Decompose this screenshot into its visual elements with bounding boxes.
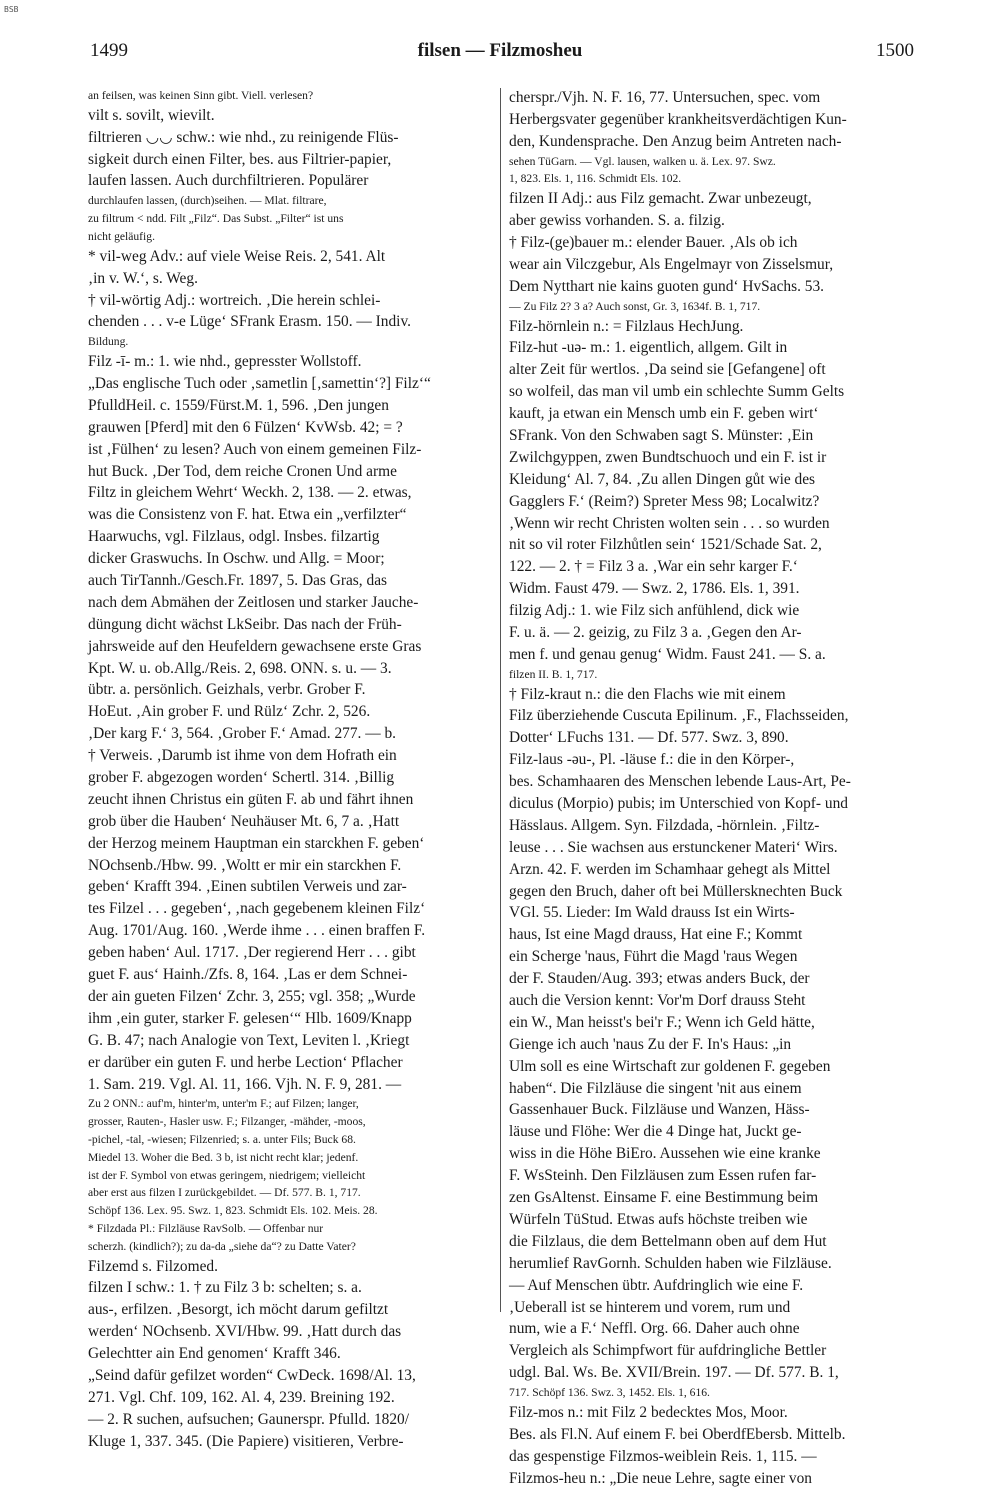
- page-number-left: 1499: [90, 40, 128, 61]
- text-line: nit so vil roter Filzhůtlen sein‘ 1521/Schade Sat. 2,: [509, 536, 822, 554]
- text-line: was die Consistenz von F. hat. Etwa ein „verfilzter“: [88, 506, 407, 524]
- text-line: haben“. Die Filzläuse die singent 'nit aus einem: [509, 1079, 802, 1097]
- text-line: Miedel 13. Woher die Bed. 3 b, ist nicht recht klar; jedenf.: [88, 1150, 359, 1164]
- text-line: Gienge ich auch 'naus Zu der F. In's Haus: „in: [509, 1035, 792, 1053]
- left-column: [88, 87, 498, 1450]
- text-line: PfulldHeil. c. 1559/Fürst.M. 1, 596. ‚Den jungen: [88, 396, 389, 414]
- column-divider: [500, 88, 501, 1312]
- text-line: jahrsweide auf den Heufeldern gewachsene erste Gras: [88, 637, 422, 655]
- text-line: 271. Vgl. Chf. 109, 162. Al. 4, 239. Breining 192.: [88, 1388, 395, 1406]
- text-line: er darüber ein guten F. und herbe Lection‘ Pflacher: [88, 1053, 403, 1071]
- text-line: ist der F. Symbol von etwas geringem, niedrigem; vielleicht: [88, 1168, 366, 1182]
- text-line: grober F. abgezogen worden‘ Schertl. 314. ‚Billig: [88, 769, 395, 787]
- text-line: kauft, ja etwan ein Mensch umb ein F. geben wirt‘: [509, 405, 819, 423]
- running-title: filsen — Filzmosheu: [417, 40, 583, 61]
- text-line: übtr. a. persönlich. Geizhals, verbr. Grober F.: [88, 681, 366, 699]
- text-line: filzig Adj.: 1. wie Filz sich anfühlend, dick wie: [509, 602, 800, 620]
- text-line: Kpt. W. u. ob.Allg./Reis. 2, 698. ONN. s. u. — 3.: [88, 659, 392, 677]
- text-line: aber erst aus filzen I zurückgebildet. — Df. 577. B. 1, 717.: [88, 1186, 361, 1200]
- text-line: Filz-hörnlein n.: = Filzlaus HechJung.: [509, 317, 744, 335]
- text-line: nicht geläufig.: [88, 229, 155, 243]
- text-line: Aug. 1701/Aug. 160. ‚Werde ihme . . . einen braffen F.: [88, 922, 426, 940]
- text-line: VGl. 55. Lieder: Im Wald drauss Ist ein Wirts-: [509, 904, 795, 922]
- text-line: die Filzlaus, die dem Bettelmann oben auf dem Hut: [509, 1232, 827, 1250]
- text-line: Hässlaus. Allgem. Syn. Filzdada, -hörnlein. ‚Filtz-: [509, 816, 820, 834]
- text-line: Filtz in gleichem Wehrt‘ Weckh. 2, 138. — 2. etwas,: [88, 484, 412, 502]
- text-line: F. WsSteinh. Den Filzläusen zum Essen rufen far-: [509, 1167, 817, 1185]
- text-line: Dotter‘ LFuchs 131. — Df. 577. Swz. 3, 890.: [509, 729, 789, 747]
- text-line: chenden . . . v-e Lüge‘ SFrank Erasm. 150. — Indiv.: [88, 313, 411, 331]
- right-column: [509, 87, 917, 1487]
- text-line: Filzmos-heu n.: „Die neue Lehre, sagte einer von: [509, 1469, 813, 1487]
- text-line: Ulm soll es eine Wirtschaft zur goldenen F. gegeben: [509, 1057, 831, 1075]
- text-line: NOchsenb./Hbw. 99. ‚Woltt er mir ein starckhen F.: [88, 856, 402, 874]
- text-line: laufen lassen. Auch durchfiltrieren. Populärer: [88, 172, 369, 190]
- text-line: der F. Stauden/Aug. 393; etwas anders Buck, der: [509, 970, 810, 988]
- text-line: ist ‚Fülhen‘ zu lesen? Auch von einem gemeinen Filz-: [88, 440, 422, 458]
- text-line: geben‘ Krafft 394. ‚Einen subtilen Verweis und zar-: [88, 878, 407, 896]
- text-line: Dem Nytthart nie kains guoten gund‘ HvSachs. 53.: [509, 277, 825, 295]
- text-line: Zwilchgyppen, zwen Bundtschuoch und ein F. ist ir: [509, 448, 827, 466]
- text-line: 1. Sam. 219. Vgl. Al. 11, 166. Vjh. N. F. 9, 281. —: [88, 1075, 402, 1093]
- text-line: † Filz-(ge)bauer m.: elender Bauer. ‚Als ob ich: [509, 234, 798, 252]
- text-line: wiss in die Höhe BiEro. Aussehen wie eine kranke: [509, 1145, 821, 1163]
- text-line: * Filzdada Pl.: Filzläuse RavSolb. — Offenbar nur: [88, 1221, 324, 1235]
- library-stamp: BSB: [4, 5, 19, 14]
- text-line: G. B. 47; nach Analogie von Text, Leviten l. ‚Kriegt: [88, 1031, 410, 1049]
- text-line: zen GsAltenst. Einsame F. eine Bestimmung beim: [509, 1189, 819, 1207]
- text-line: * vil-weg Adv.: auf viele Weise Reis. 2, 541. Alt: [88, 247, 386, 265]
- text-line: Gassenhauer Buck. Filzläuse und Wanzen, Häss-: [509, 1101, 810, 1119]
- text-line: Herbergsvater gegenüber krankheitsverdächtigen Kun-: [509, 110, 847, 128]
- text-line: hut Buck. ‚Der Tod, dem reiche Cronen Und arme: [88, 462, 397, 480]
- text-line: Haarwuchs, vgl. Filzlaus, odgl. Insbes. filzartig: [88, 528, 380, 546]
- text-line: F. u. ä. — 2. geizig, zu Filz 3 a. ‚Gegen den Ar-: [509, 623, 802, 641]
- text-line: zu filtrum < ndd. Filt „Filz“. Das Subst. „Filter“ ist uns: [88, 212, 344, 226]
- text-line: tes Filzel . . . gegeben‘, ‚nach gegebenem kleinen Filz‘: [88, 900, 426, 918]
- text-line: sigkeit durch einen Filter, bes. aus Filtrier-papier,: [88, 150, 392, 168]
- text-line: — 2. R suchen, aufsuchen; Gaunerspr. Pfulld. 1820/: [88, 1410, 410, 1428]
- text-line: so wolfeil, das man vil umb ein schlechte Summ Gelts: [509, 383, 845, 401]
- text-line: grauwen [Pferd] mit den 6 Fülzen‘ KvWsb. 42; = ?: [88, 418, 403, 436]
- text-line: † Filz-kraut n.: die den Flachs wie mit einem: [509, 685, 786, 703]
- text-line: gegen den Bruch, daher oft bei Müllersknechten Buck: [509, 882, 843, 900]
- text-line: Filz überziehende Cuscuta Epilinum. ‚F., Flachsseiden,: [509, 707, 849, 725]
- text-line: Filz-laus -əu-, Pl. -läuse f.: die in den Körper-,: [509, 751, 795, 769]
- text-line: filzen II Adj.: aus Filz gemacht. Zwar unbezeugt,: [509, 190, 812, 208]
- text-line: den, Kundensprache. Den Anzug beim Antreten nach-: [509, 132, 842, 150]
- text-line: ein Scherge 'naus, Führt die Magd 'raus Wegen: [509, 948, 798, 966]
- text-line: men f. und genau genug‘ Widm. Faust 241. — S. a.: [509, 645, 826, 663]
- text-line: udgl. Bal. Ws. Be. XVII/Brein. 197. — Df. 577. B. 1,: [509, 1364, 839, 1382]
- text-line: der ain gueten Filzen‘ Zchr. 3, 255; vgl. 358; „Wurde: [88, 987, 416, 1005]
- text-line: † Verweis. ‚Darumb ist ihme von dem Hofrath ein: [88, 747, 397, 765]
- text-line: vilt s. sovilt, wievilt.: [88, 106, 215, 124]
- text-line: aus-, erfilzen. ‚Besorgt, ich möcht darum gefiltzt: [88, 1301, 389, 1319]
- text-line: Gagglers F.‘ (Reim?) Spreter Mess 98; Localwitz?: [509, 492, 820, 510]
- text-line: † vil-wörtig Adj.: wortreich. ‚Die herein schlei-: [88, 291, 381, 309]
- text-line: „Seind dafür gefilzet worden“ CwDeck. 1698/Al. 13,: [88, 1367, 416, 1385]
- text-line: HoEut. ‚Ain grober F. und Rülz‘ Zchr. 2, 526.: [88, 703, 371, 721]
- text-line: „Das englische Tuch oder ‚sametlin [‚samettin‘?] Filz‘“: [88, 375, 431, 392]
- text-line: der Herzog meinem Hauptman ein starckhen F. geben‘: [88, 834, 425, 852]
- text-line: Zu 2 ONN.: auf'm, hinter'm, unter'm F.; auf Filzen; langer,: [88, 1097, 359, 1111]
- text-line: Würfeln TüStud. Etwas aufs höchste treiben wie: [509, 1210, 808, 1228]
- text-line: das gespenstige Filzmos-weiblein Reis. 1, 115. —: [509, 1447, 817, 1465]
- text-line: alter Zeit für wertlos. ‚Da seind sie [Gefangene] oft: [509, 361, 826, 379]
- text-line: Vergleich als Schimpfwort für aufdringliche Bettler: [509, 1342, 827, 1360]
- text-line: düngung dicht wächst LkSeibr. Das nach der Früh-: [88, 615, 402, 633]
- text-line: cherspr./Vjh. N. F. 16, 77. Untersuchen, spec. vom: [509, 89, 821, 106]
- text-line: auch TirTannh./Gesch.Fr. 1897, 5. Das Gras, das: [88, 572, 388, 590]
- text-line: Filz-hut -uə- m.: 1. eigentlich, allgem. Gilt in: [509, 339, 788, 357]
- text-line: werden‘ NOchsenb. XVI/Hbw. 99. ‚Hatt durch das: [88, 1323, 402, 1341]
- text-line: filzen I schw.: 1. † zu Filz 3 b: schelten; s. a.: [88, 1279, 362, 1297]
- text-line: 717. Schöpf 136. Swz. 3, 1452. Els. 1, 616.: [509, 1386, 710, 1400]
- text-line: Arzn. 42. F. werden im Schamhaar gehegt als Mittel: [509, 860, 831, 878]
- text-line: Filzemd s. Filzomed.: [88, 1257, 218, 1275]
- text-line: bes. Schamhaaren des Menschen lebende Laus-Art, Pe-: [509, 773, 851, 791]
- text-line: Filz-mos n.: mit Filz 2 bedecktes Mos, Moor.: [509, 1403, 788, 1421]
- text-line: an feilsen, was keinen Sinn gibt. Viell. verlesen?: [88, 89, 314, 102]
- text-line: num, wie a F.‘ Neffl. Org. 66. Daher auch ohne: [509, 1320, 800, 1338]
- text-line: Widm. Faust 479. — Swz. 2, 1786. Els. 1, 391.: [509, 580, 800, 598]
- text-line: ‚in v. W.‘, s. Weg.: [88, 269, 198, 287]
- text-line: — Zu Filz 2? 3 a? Auch sonst, Gr. 3, 1634f. B. 1, 717.: [509, 299, 761, 313]
- text-line: ‚Der karg F.‘ 3, 564. ‚Grober F.‘ Amad. 277. — b.: [88, 725, 397, 743]
- text-line: grosser, Rauten-, Hasler usw. F.; Filzanger, -mähder, -moos,: [88, 1115, 366, 1129]
- text-line: Gelechtter ain End genomen‘ Krafft 346.: [88, 1345, 341, 1363]
- text-line: grob über die Hauben‘ Neuhäuser Mt. 6, 7 a. ‚Hatt: [88, 812, 400, 830]
- text-line: ‚Wenn wir recht Christen wolten sein . . . so wurden: [509, 514, 830, 532]
- text-line: 122. — 2. † = Filz 3 a. ‚War ein sehr karger F.‘: [509, 558, 798, 576]
- text-line: wear ain Vilczgebur, Als Engelmayr von Zisselsmur,: [509, 255, 834, 273]
- text-line: filzen II. B. 1, 717.: [509, 667, 598, 681]
- text-line: Kluge 1, 337. 345. (Die Papiere) visitieren, Verbre-: [88, 1432, 404, 1450]
- text-line: durchlaufen lassen, (durch)seihen. — Mlat. filtrare,: [88, 194, 327, 208]
- text-line: Kleidung‘ Al. 7, 84. ‚Zu allen Dingen gůt wie des: [509, 470, 816, 488]
- text-line: geben haben‘ Aul. 1717. ‚Der regierend Herr . . . gibt: [88, 944, 416, 962]
- text-line: leuse . . . Sie wachsen aus erstunckener Materi‘ Wirs.: [509, 838, 838, 856]
- text-line: guet F. aus‘ Hainh./Zfs. 8, 164. ‚Las er dem Schnei-: [88, 966, 408, 984]
- text-line: ihm ‚ein guter, starker F. gelesen‘“ Hlb. 1609/Knapp: [88, 1009, 412, 1027]
- text-line: auch die Version kennt: Vor'm Dorf drauss Steht: [509, 992, 806, 1010]
- text-line: diculus (Morpio) pubis; im Unterschied von Kopf- und: [509, 795, 848, 813]
- text-line: Bildung.: [88, 335, 129, 349]
- text-line: scherzh. (kindlich?); zu da-da „siehe da“? zu Datte Vater?: [88, 1239, 356, 1253]
- text-line: — Auf Menschen übtr. Aufdringlich wie eine F.: [509, 1276, 804, 1294]
- text-line: ‚Ueberall ist se hinterem und vorem, rum und: [509, 1298, 791, 1316]
- text-line: sehen TüGarn. — Vgl. lausen, walken u. ä. Lex. 97. Swz.: [509, 154, 776, 168]
- text-line: filtrieren ◡◡ schw.: wie nhd., zu reinigende Flüs-: [88, 128, 399, 146]
- text-line: dicker Graswuchs. In Oschw. und Allg. = Moor;: [88, 550, 385, 568]
- page-number-right: 1500: [876, 40, 914, 61]
- text-line: haus, Ist eine Magd drauss, Hat eine F.; Kommt: [509, 926, 803, 944]
- text-line: läuse und Flöhe: Wer die 4 Dinge hat, Juckt ge-: [509, 1123, 802, 1141]
- text-line: aber gewiss vorhanden. S. a. filzig.: [509, 212, 725, 230]
- text-line: zeucht ihnen Christus ein güten F. ab und fährt ihnen: [88, 790, 414, 808]
- text-line: ein W., Man heisst's bei'r F.; Wenn ich Geld hätte,: [509, 1013, 815, 1031]
- text-line: Bes. als Fl.N. Auf einem F. bei OberdfEbersb. Mittelb.: [509, 1425, 846, 1443]
- text-line: herumlief RavGornh. Schulden haben wie Filzläuse.: [509, 1254, 832, 1272]
- text-line: SFrank. Von den Schwaben sagt S. Münster: ‚Ein: [509, 426, 814, 444]
- text-line: 1, 823. Els. 1, 116. Schmidt Els. 102.: [509, 172, 682, 186]
- text-line: Filz -ī- m.: 1. wie nhd., gepresster Wollstoff.: [88, 353, 362, 371]
- text-line: Schöpf 136. Lex. 95. Swz. 1, 823. Schmidt Els. 102. Meis. 28.: [88, 1204, 378, 1218]
- page-header: [0, 40, 1000, 70]
- text-line: -pichel, -tal, -wiesen; Filzenried; s. a. unter Fils; Buck 68.: [88, 1132, 356, 1146]
- text-line: nach dem Abmähen der Zeitlosen und starker Jauche-: [88, 593, 419, 611]
